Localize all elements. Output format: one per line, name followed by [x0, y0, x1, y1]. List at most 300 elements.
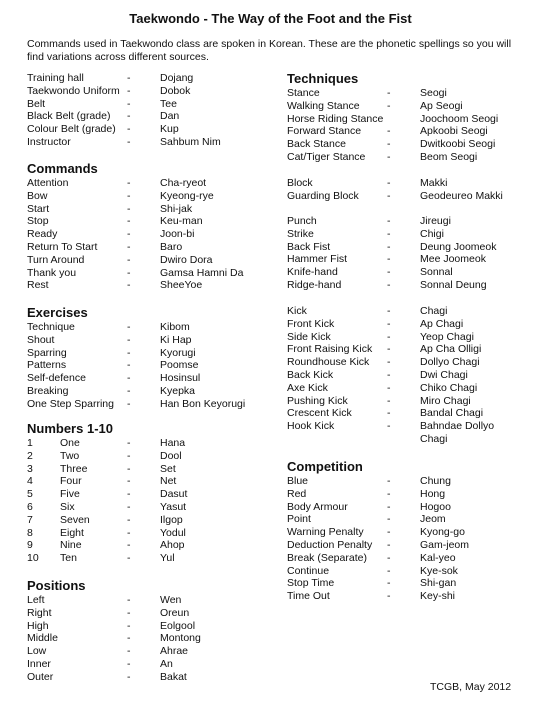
- english-term: Seven: [60, 513, 90, 526]
- term-row: [27, 98, 277, 111]
- korean-term: Dollyo Chagi: [420, 356, 480, 369]
- korean-term: Hogoo: [420, 500, 451, 513]
- separator-dash: -: [387, 526, 391, 539]
- korean-term: Makki: [420, 177, 448, 189]
- english-term: One Step Sparring: [27, 397, 114, 410]
- korean-term: Bakat: [160, 670, 187, 683]
- footer-credit: TCGB, May 2012: [430, 681, 512, 693]
- english-term: Walking Stance: [287, 99, 360, 112]
- term-row: [27, 203, 277, 216]
- separator-dash: -: [127, 346, 131, 359]
- english-term: Stop Time: [287, 577, 335, 590]
- english-term: Black Belt (grade): [27, 110, 111, 123]
- korean-term: Ap Seogi: [420, 99, 463, 112]
- korean-term: Tee: [160, 97, 177, 110]
- section-heading: Techniques: [287, 71, 359, 86]
- separator-dash: -: [387, 266, 391, 279]
- separator-dash: -: [127, 462, 131, 475]
- term-row: [287, 526, 532, 539]
- english-term: Back Stance: [287, 138, 346, 151]
- section-positions: [27, 578, 277, 684]
- korean-term: Yeop Chagi: [420, 330, 474, 343]
- section-heading: Competition: [287, 459, 363, 474]
- korean-term: Dool: [160, 449, 182, 462]
- term-row: [27, 552, 277, 565]
- english-term: Outer: [27, 670, 54, 683]
- english-term: Low: [27, 645, 47, 658]
- korean-term: Dobok: [160, 84, 191, 97]
- english-term: Horse Riding Stance: [287, 112, 384, 125]
- korean-term: Yasut: [160, 500, 187, 513]
- english-term: Belt: [27, 97, 46, 110]
- term-row: [287, 488, 532, 501]
- korean-term: Gamsa Hamni Da: [160, 266, 244, 279]
- term-row: [27, 632, 277, 645]
- english-term: Instructor: [27, 135, 71, 148]
- english-term: Two: [60, 449, 80, 462]
- korean-term: Wen: [160, 594, 182, 606]
- term-row: [287, 318, 532, 331]
- separator-dash: -: [387, 420, 391, 433]
- english-term: Ready: [27, 228, 58, 241]
- section-competition: [287, 459, 532, 603]
- korean-term: Jireugi: [420, 215, 451, 227]
- korean-term: Hana: [160, 437, 186, 449]
- term-row: [27, 488, 277, 501]
- number-digit: 5: [27, 488, 33, 501]
- section-heading: Commands: [27, 161, 98, 176]
- term-row: [287, 382, 532, 395]
- korean-term: Gam-jeom: [420, 538, 470, 551]
- separator-dash: -: [387, 487, 391, 500]
- term-row: [287, 113, 532, 126]
- section-general: [27, 72, 277, 149]
- section-exercises: [27, 305, 277, 411]
- english-term: Right: [27, 606, 52, 619]
- korean-term: Chigi: [420, 227, 444, 240]
- term-row: [27, 110, 277, 123]
- separator-dash: -: [127, 645, 131, 658]
- term-row: [287, 395, 532, 408]
- korean-term: Montong: [160, 632, 201, 645]
- separator-dash: -: [127, 202, 131, 215]
- term-row: [287, 501, 532, 514]
- term-row: [27, 215, 277, 228]
- separator-dash: -: [387, 189, 391, 202]
- term-row: [287, 369, 532, 382]
- separator-dash: -: [387, 368, 391, 381]
- korean-term: Cha-ryeot: [160, 177, 207, 189]
- korean-term: Poomse: [160, 359, 199, 372]
- separator-dash: -: [387, 99, 391, 112]
- separator-dash: -: [127, 266, 131, 279]
- separator-dash: -: [127, 228, 131, 241]
- separator-dash: -: [127, 372, 131, 385]
- term-row: [27, 190, 277, 203]
- term-row: [27, 527, 277, 540]
- separator-dash: -: [387, 215, 391, 227]
- korean-term: Dojang: [160, 72, 194, 84]
- term-row: [27, 85, 277, 98]
- korean-term: Dan: [160, 110, 180, 123]
- english-term: Rest: [27, 279, 49, 292]
- korean-term: Net: [160, 475, 177, 488]
- korean-term: Hosinsul: [160, 372, 201, 385]
- english-term: Bow: [27, 189, 48, 202]
- english-term: Crescent Kick: [287, 407, 352, 420]
- separator-dash: -: [387, 278, 391, 291]
- term-row: [27, 607, 277, 620]
- english-term: Start: [27, 202, 50, 215]
- term-row: [27, 254, 277, 267]
- term-row: [287, 100, 532, 113]
- korean-term: Mee Joomeok: [420, 253, 486, 266]
- term-row: [287, 228, 532, 241]
- term-row: [287, 177, 532, 190]
- korean-term: Bandal Chagi: [420, 407, 484, 420]
- term-row: [27, 72, 277, 85]
- english-term: Four: [60, 475, 82, 488]
- english-term: Self-defence: [27, 372, 86, 385]
- separator-dash: -: [127, 384, 131, 397]
- english-term: Cat/Tiger Stance: [287, 150, 366, 163]
- english-term: Continue: [287, 564, 330, 577]
- korean-term: Chung: [420, 475, 451, 487]
- term-row: [27, 645, 277, 658]
- korean-term: SheeYoe: [160, 279, 203, 292]
- korean-term: Dwitkoobi Seogi: [420, 138, 496, 151]
- english-term: Red: [287, 487, 307, 500]
- term-row: [287, 565, 532, 578]
- korean-term: Kyeong-rye: [160, 189, 214, 202]
- number-digit: 9: [27, 539, 33, 552]
- term-row: [287, 577, 532, 590]
- separator-dash: -: [387, 381, 391, 394]
- english-term: Three: [60, 462, 88, 475]
- document-title: Taekwondo - The Way of the Foot and the Fist: [129, 11, 412, 26]
- separator-dash: -: [127, 84, 131, 97]
- separator-dash: -: [127, 253, 131, 266]
- term-row: [27, 437, 277, 450]
- term-row: [287, 87, 532, 100]
- korean-term: Sahbum Nim: [160, 135, 221, 148]
- term-row: [27, 347, 277, 360]
- term-row: [27, 594, 277, 607]
- term-row: [287, 475, 532, 488]
- number-digit: 7: [27, 513, 33, 526]
- separator-dash: -: [127, 240, 131, 253]
- english-term: Break (Separate): [287, 551, 367, 564]
- separator-dash: -: [387, 150, 391, 163]
- korean-term: Ki Hap: [160, 333, 192, 346]
- separator-dash: -: [127, 500, 131, 513]
- term-row: [287, 215, 532, 228]
- separator-dash: -: [127, 110, 131, 123]
- english-term: Shout: [27, 333, 55, 346]
- korean-term: Joochoom Seogi: [420, 112, 499, 125]
- term-row: [27, 385, 277, 398]
- english-term: Front Kick: [287, 317, 335, 330]
- number-digit: 1: [27, 437, 33, 449]
- english-term: Nine: [60, 539, 82, 552]
- korean-term: Bahndae Dollyo: [420, 420, 495, 433]
- term-row: [27, 279, 277, 292]
- english-term: Deduction Penalty: [287, 538, 373, 551]
- separator-dash: -: [127, 215, 131, 228]
- english-term: Hook Kick: [287, 420, 335, 433]
- separator-dash: -: [127, 359, 131, 372]
- korean-term: Ahrae: [160, 645, 189, 658]
- korean-term: Miro Chagi: [420, 394, 471, 407]
- english-term: Training hall: [27, 72, 84, 84]
- term-row: [27, 334, 277, 347]
- english-term: Block: [287, 177, 313, 189]
- term-row: [287, 590, 532, 603]
- separator-dash: -: [387, 538, 391, 551]
- korean-term: Yul: [160, 552, 175, 565]
- separator-dash: -: [387, 500, 391, 513]
- korean-term: Keu-man: [160, 215, 203, 228]
- korean-term: Kal-yeo: [420, 551, 456, 564]
- section-heading: Positions: [27, 578, 86, 593]
- term-row: [287, 305, 532, 318]
- term-row: [27, 514, 277, 527]
- korean-term: An: [160, 657, 173, 670]
- intro-paragraph: Commands used in Taekwondo class are spoken in Korean. These are the phonetic spellings so you will find variations across different sources.: [27, 38, 512, 63]
- english-term: Warning Penalty: [287, 526, 364, 539]
- english-term: Patterns: [27, 359, 67, 372]
- korean-term: Baro: [160, 240, 183, 253]
- number-digit: 4: [27, 475, 33, 488]
- korean-term: Shi-jak: [160, 202, 193, 215]
- term-row: [287, 279, 532, 292]
- english-term: Side Kick: [287, 330, 331, 343]
- term-row: [287, 420, 532, 433]
- korean-term: Jeom: [420, 513, 446, 526]
- separator-dash: -: [387, 356, 391, 369]
- english-term: Turn Around: [27, 253, 85, 266]
- term-row: [287, 539, 532, 552]
- number-digit: 2: [27, 449, 33, 462]
- korean-term: Chagi: [420, 432, 448, 445]
- english-term: Forward Stance: [287, 125, 362, 138]
- english-term: Colour Belt (grade): [27, 123, 116, 136]
- korean-term: Ahop: [160, 539, 185, 552]
- separator-dash: -: [387, 551, 391, 564]
- english-term: Middle: [27, 632, 58, 645]
- term-row: [287, 266, 532, 279]
- separator-dash: -: [387, 87, 391, 99]
- english-term: Breaking: [27, 384, 69, 397]
- english-term: Return To Start: [27, 240, 98, 253]
- korean-term: Dwi Chagi: [420, 368, 468, 381]
- separator-dash: -: [127, 632, 131, 645]
- separator-dash: -: [127, 513, 131, 526]
- separator-dash: -: [387, 475, 391, 487]
- separator-dash: -: [387, 227, 391, 240]
- term-row: [287, 241, 532, 254]
- separator-dash: -: [127, 321, 131, 333]
- separator-dash: -: [127, 670, 131, 683]
- english-term: Sparring: [27, 346, 67, 359]
- korean-term: Dwiro Dora: [160, 253, 213, 266]
- section-heading: Exercises: [27, 305, 88, 320]
- separator-dash: -: [127, 177, 131, 189]
- korean-term: Apkoobi Seogi: [420, 125, 488, 138]
- separator-dash: -: [387, 125, 391, 138]
- korean-term: Kyepka: [160, 384, 196, 397]
- english-term: Pushing Kick: [287, 394, 348, 407]
- number-digit: 8: [27, 526, 33, 539]
- section-kicks: [287, 305, 532, 446]
- korean-term: Sonnal Deung: [420, 278, 487, 291]
- section-heading: Numbers 1-10: [27, 421, 113, 436]
- english-term: Taekwondo Uniform: [27, 84, 120, 97]
- separator-dash: -: [127, 526, 131, 539]
- korean-term: Kyong-go: [420, 526, 465, 539]
- separator-dash: -: [127, 619, 131, 632]
- term-row: [27, 241, 277, 254]
- english-term: Point: [287, 513, 311, 526]
- english-term: Strike: [287, 227, 314, 240]
- separator-dash: -: [387, 305, 391, 317]
- term-row: [287, 433, 532, 446]
- separator-dash: -: [127, 606, 131, 619]
- term-row: [27, 123, 277, 136]
- term-row: [27, 359, 277, 372]
- separator-dash: -: [127, 539, 131, 552]
- separator-dash: -: [387, 177, 391, 189]
- english-term: One: [60, 437, 80, 449]
- separator-dash: -: [127, 488, 131, 501]
- korean-term: Sonnal: [420, 266, 453, 279]
- english-term: Six: [60, 500, 75, 513]
- english-term: Time Out: [287, 590, 330, 603]
- english-term: Left: [27, 594, 45, 606]
- korean-term: Chiko Chagi: [420, 381, 478, 394]
- separator-dash: -: [127, 135, 131, 148]
- term-row: [27, 177, 277, 190]
- korean-term: Joon-bi: [160, 228, 195, 241]
- separator-dash: -: [127, 449, 131, 462]
- english-term: Ten: [60, 552, 77, 565]
- separator-dash: -: [387, 407, 391, 420]
- term-row: [27, 671, 277, 684]
- korean-term: Ap Chagi: [420, 317, 464, 330]
- separator-dash: -: [387, 394, 391, 407]
- korean-term: Shi-gan: [420, 577, 457, 590]
- korean-term: Seogi: [420, 87, 447, 99]
- separator-dash: -: [127, 279, 131, 292]
- section-strikes: [287, 215, 532, 292]
- term-row: [287, 125, 532, 138]
- term-row: [287, 552, 532, 565]
- section-block: [287, 177, 532, 203]
- number-digit: 6: [27, 500, 33, 513]
- separator-dash: -: [387, 138, 391, 151]
- term-row: [27, 267, 277, 280]
- term-row: [27, 620, 277, 633]
- english-term: Ridge-hand: [287, 278, 342, 291]
- english-term: Attention: [27, 177, 69, 189]
- separator-dash: -: [127, 475, 131, 488]
- separator-dash: -: [387, 590, 391, 603]
- korean-term: Han Bon Keyorugi: [160, 397, 246, 410]
- english-term: Five: [60, 488, 80, 501]
- separator-dash: -: [387, 317, 391, 330]
- term-row: [287, 343, 532, 356]
- korean-term: Eolgool: [160, 619, 196, 632]
- term-row: [27, 475, 277, 488]
- korean-term: Geodeureo Makki: [420, 189, 503, 202]
- english-term: Body Armour: [287, 500, 348, 513]
- term-row: [27, 372, 277, 385]
- korean-term: Hong: [420, 487, 446, 500]
- korean-term: Yodul: [160, 526, 186, 539]
- separator-dash: -: [387, 577, 391, 590]
- section-techniques: [287, 71, 532, 164]
- separator-dash: -: [387, 240, 391, 253]
- english-term: Kick: [287, 305, 307, 317]
- english-term: Eight: [60, 526, 84, 539]
- separator-dash: -: [387, 343, 391, 356]
- korean-term: Kyorugi: [160, 346, 196, 359]
- separator-dash: -: [387, 330, 391, 343]
- term-row: [27, 321, 277, 334]
- separator-dash: -: [127, 657, 131, 670]
- english-term: Blue: [287, 475, 309, 487]
- separator-dash: -: [127, 552, 131, 565]
- separator-dash: -: [127, 189, 131, 202]
- korean-term: Deung Joomeok: [420, 240, 497, 253]
- korean-term: Oreun: [160, 606, 190, 619]
- english-term: Knife-hand: [287, 266, 338, 279]
- korean-term: Ilgop: [160, 513, 183, 526]
- english-term: High: [27, 619, 49, 632]
- term-row: [27, 136, 277, 149]
- term-row: [287, 331, 532, 344]
- separator-dash: -: [127, 123, 131, 136]
- english-term: Inner: [27, 657, 51, 670]
- english-term: Roundhouse Kick: [287, 356, 370, 369]
- korean-term: Set: [160, 462, 176, 475]
- english-term: Thank you: [27, 266, 77, 279]
- english-term: Back Fist: [287, 240, 331, 253]
- english-term: Guarding Block: [287, 189, 359, 202]
- term-row: [287, 407, 532, 420]
- term-row: [287, 151, 532, 164]
- separator-dash: -: [127, 97, 131, 110]
- korean-term: Dasut: [160, 488, 188, 501]
- english-term: Technique: [27, 321, 75, 333]
- separator-dash: -: [387, 253, 391, 266]
- term-row: [287, 253, 532, 266]
- term-row: [27, 463, 277, 476]
- section-commands: [27, 161, 277, 292]
- term-row: [287, 138, 532, 151]
- english-term: Hammer Fist: [287, 253, 348, 266]
- english-term: Axe Kick: [287, 381, 328, 394]
- korean-term: Ap Cha Olligi: [420, 343, 482, 356]
- number-digit: 3: [27, 462, 33, 475]
- separator-dash: -: [127, 72, 131, 84]
- english-term: Stance: [287, 87, 320, 99]
- term-row: [27, 398, 277, 411]
- english-term: Stop: [27, 215, 49, 228]
- term-row: [27, 539, 277, 552]
- term-row: [27, 450, 277, 463]
- separator-dash: -: [387, 513, 391, 526]
